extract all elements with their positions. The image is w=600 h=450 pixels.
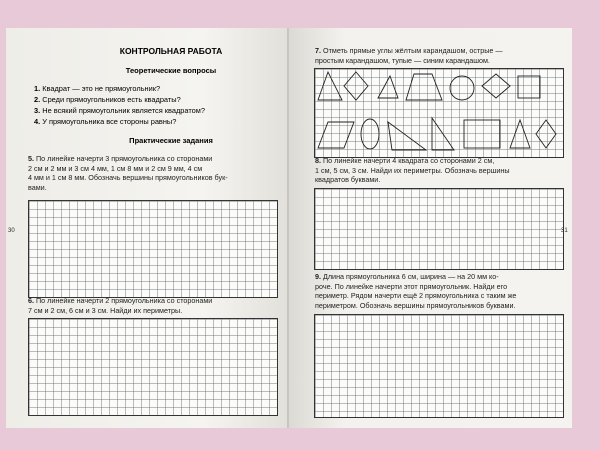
task-8-grid	[314, 188, 564, 270]
task-7-text: 7. Отметь прямые углы жёлтым карандашом, острые — простым карандашом, тупые — синим карандашом.	[315, 46, 503, 65]
shape-thin-triangle	[388, 122, 426, 150]
shape-ellipse	[361, 119, 379, 149]
shape-rhombus-3	[536, 120, 556, 148]
shape-circle	[450, 76, 474, 100]
question-2: 2. Среди прямоугольников есть квадраты?	[34, 95, 181, 104]
task-5-text: 5. По линейке начерти 3 прямоугольника со сторонами 2 см и 2 мм и 3 см 4 мм, 1 см 8 мм и 2 см 9 мм, 4 см 4 мм и 1 см 8 мм. Обозначь вершины прямоугольников бук- вами.	[28, 154, 228, 192]
left-page	[6, 28, 289, 428]
question-4: 4. У прямоугольника все стороны равны?	[34, 117, 177, 126]
task-6-text: 6. По линейке начерти 2 прямоугольника со сторонами 7 см и 2 см, 6 см и 3 см. Найди их периметры.	[28, 296, 213, 315]
shape-right-triangle	[432, 118, 454, 150]
right-page	[289, 28, 572, 428]
question-1: 1. Квадрат — это не прямоугольник?	[34, 84, 161, 93]
task-6-grid	[28, 318, 278, 416]
shape-rectangle	[464, 120, 500, 148]
theory-heading: Теоретические вопросы	[125, 66, 217, 75]
page-title: КОНТРОЛЬНАЯ РАБОТА	[119, 46, 223, 56]
task-5-grid	[28, 200, 278, 298]
open-workbook	[6, 28, 572, 428]
task-8-text: 8. По линейке начерти 4 квадрата со сторонами 2 см, 1 см, 5 см, 3 см. Найди их периметры. Обозначь вершины квадратов буквами.	[315, 156, 510, 185]
task-7-shapes	[314, 68, 562, 156]
shape-triangle-small	[378, 76, 398, 98]
shape-rhombus-2	[482, 74, 510, 98]
shape-rhombus	[344, 72, 368, 100]
shape-parallelogram	[318, 122, 354, 148]
practice-heading: Практические задания	[129, 136, 213, 145]
shape-triangle	[318, 72, 342, 100]
shape-square	[518, 76, 540, 98]
shape-trapezoid	[406, 74, 442, 100]
task-9-grid	[314, 314, 564, 418]
shape-triangle-2	[510, 120, 530, 148]
page-number-right: 31	[561, 228, 568, 234]
page-number-left: 30	[8, 228, 15, 234]
question-3: 3. Не всякий прямоугольник является квадратом?	[34, 106, 205, 115]
task-9-text: 9. Длина прямоугольника 6 см, ширина — на 20 мм ко- роче. По линейке начерти этот прямоугольник. Найди его периметр. Рядом начерти ещё 2 прямоугольника с таким же периметром. Обозначь вершины прямоугольников буквами.	[315, 272, 517, 310]
